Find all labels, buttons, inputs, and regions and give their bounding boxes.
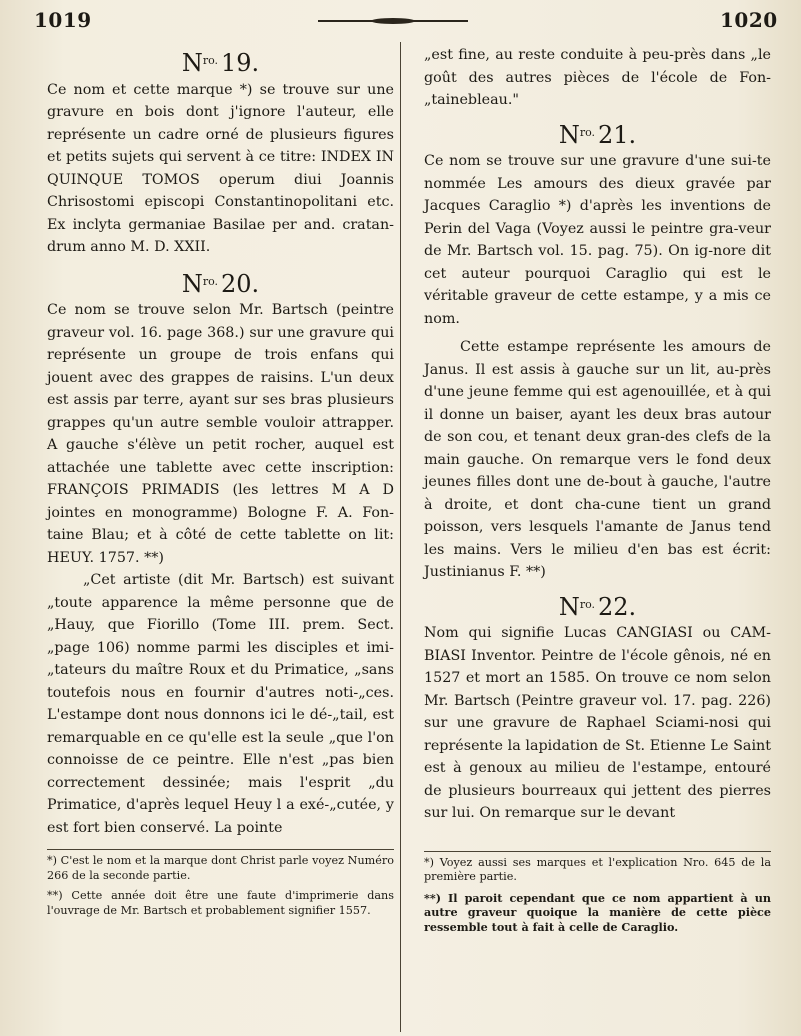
page-number-left: 1019: [34, 8, 92, 32]
entry-21-text: Ce nom se trouve sur une gravure d'une sui-te nommée Les amours des dieux gravée par Jacques Caraglio *) d'après les inventions de Perin del Vaga (Voyez aussi le peintre gra-veur de Mr. Bartsch vol. 15. pag. 75). On ig-nore dit cet auteur pourquoi Caraglio qui est le véritable graveur de cette estampe, y a mis ce nom.: [424, 153, 771, 327]
entry-22-heading: [424, 594, 771, 619]
right-column: [424, 44, 771, 940]
heading-prefix: N: [558, 592, 580, 621]
heading-number: 19.: [221, 49, 260, 77]
column-divider: [400, 42, 401, 1032]
page-number-right: 1020: [720, 8, 778, 32]
heading-sup: ro.: [202, 274, 218, 288]
entry-22-text: Nom qui signifie Lucas CANGIASI ou CAM-BIASI Inventor. Peintre de l'école gênois, né en 1527 et mort an 1585. On trouve ce nom selon Mr. Bartsch (Peintre graveur vol. 17. pag. 226) sur une gravure de Raphael Sciami-nosi qui représente la lapidation de St. Etienne Le Saint est à genoux au milieu de l'estampe, entouré de plusieurs bourreaux qui jettent des pierres sur lui. On remarque sur le devant: [424, 625, 771, 821]
heading-prefix: N: [181, 269, 203, 298]
header-ornament-rule: [318, 18, 468, 24]
heading-sup: ro.: [579, 125, 595, 139]
heading-number: 21.: [598, 120, 637, 149]
entry-21-description: Cette estampe représente les amours de Janus. Il est assis à gauche sur un lit, au-près d'une jeune femme qui est agenouillée, et à qui il donne un baiser, ayant les deux bras autour de son cou, et tenant deux gran-des clefs de la main gauche. On remarque vers le fond deux jeunes filles dont une de-bout à gauche, l'autre à droite, et dont cha-cune tient un grand poisson, vers lesquels l'amante de Janus tend les mains. Vers le milieu d'en bas est écrit: Justinianus F. **): [424, 339, 771, 580]
entry-19-text: Ce nom et cette marque *) se trouve sur une gravure en bois dont j'ignore l'auteur, elle représente un cadre orné de plusieurs figures et petits sujets qui servent à ce titre: INDEX IN QUINQUE TOMOS operum diui Joannis Chrisostomi episcopi Constantinopolitani etc. Ex inclyta germaniae Basilae per and. cratan-drum anno M. D. XXII.: [47, 81, 394, 255]
heading-number: 20.: [221, 269, 260, 298]
heading-sup: ro.: [202, 54, 218, 67]
left-footnotes: [47, 849, 394, 918]
heading-number: 22.: [598, 592, 637, 621]
entry-20-heading: [47, 271, 394, 296]
entry-20-quote: „Cet artiste (dit Mr. Bartsch) est suivant „toute apparence la même personne que de „Hauy, que Fiorillo (Tome III. prem. Sect. „page 106) nomme parmi les disciples et imi-„tateurs du maître Roux et du Primatice, „sans toutefois nous en fournir d'autres noti-„ces. L'estampe dont nous donnons ici le dé-„tail, est remarquable en ce qu'elle est la seule „que l'on connoisse de ce peintre. Elle n'est „pas bien correctement dessinée; mais l'esprit „du Primatice, d'après lequel Heuy l a exé-„cutée, y est fort bien conservé. La pointe: [47, 572, 394, 836]
entry-19-heading: [47, 50, 394, 75]
quote-continuation: „est fine, au reste conduite à peu-près dans „le goût des autres pièces de l'école de Fon-„tainebleau.": [424, 47, 771, 108]
left-column: [47, 44, 394, 924]
footnote: **) Il paroit cependant que ce nom appartient à un autre graveur quoique la manière de cette pièce ressemble tout à fait à celle de Caraglio.: [424, 890, 771, 934]
right-footnotes: [424, 851, 771, 935]
heading-prefix: N: [181, 49, 203, 77]
entry-20-text: Ce nom se trouve selon Mr. Bartsch (peintre graveur vol. 16. page 368.) sur une gravure qui représente un groupe de trois enfans qui jouent avec des grappes de raisins. L'un deux est assis par terre, ayant sur ses bras plusieurs grappes qu'un autre semble vouloir attrapper. A gauche s'élève un petit rocher, auquel est attachée une tablette avec cette inscription: FRANÇOIS PRIMADIS (les lettres M A D jointes en monogramme) Bologne F. A. Fon-taine Blau; et à côté de cette tablette on lit: HEUY. 1757. **): [47, 302, 394, 566]
heading-prefix: N: [558, 120, 580, 149]
footnote: *) C'est le nom et la marque dont Christ parle voyez Numéro 266 de la seconde partie.: [47, 854, 394, 882]
footnote: **) Cette année doit être une faute d'imprimerie dans l'ouvrage de Mr. Bartsch et probablement signifier 1557.: [47, 889, 394, 917]
heading-sup: ro.: [579, 597, 595, 611]
entry-21-heading: [424, 122, 771, 147]
footnote: *) Voyez aussi ses marques et l'explication Nro. 645 de la première partie.: [424, 855, 771, 883]
